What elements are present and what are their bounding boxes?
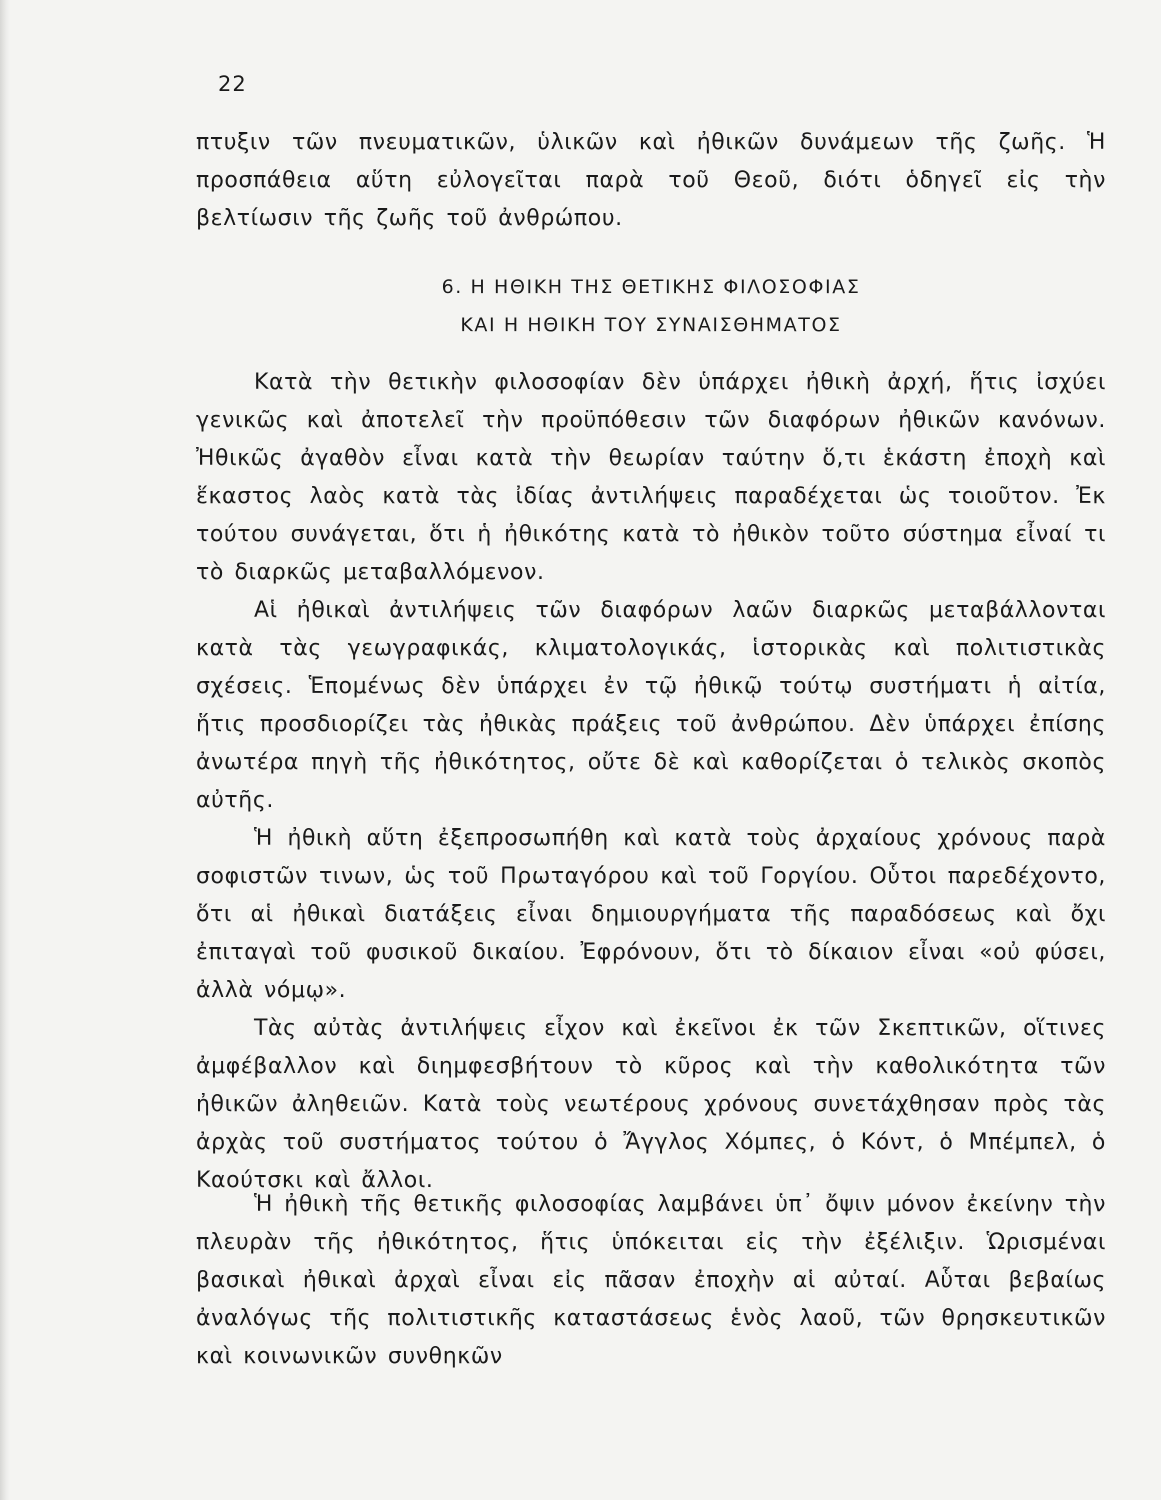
paragraph-sophists: Ἡ ἠθικὴ αὕτη ἐξεπροσωπήθη καὶ κατὰ τοὺς ἀρχαίους χρόνους παρὰ σοφιστῶν τινων, ὡς τοῦ Πρωταγόρου καὶ τοῦ Γοργίου. Οὗτοι παρεδέχοντο, ὅτι αἱ ἠθικαὶ διατάξεις εἶναι δημιουργήματα τῆς παραδόσεως καὶ ὄχι ἐπιταγαὶ τοῦ φυσικοῦ δικαίου. Ἐφρόνουν, ὅτι τὸ δίκαιον εἶναι «οὐ φύσει, ἀλλὰ νόμῳ». [196, 826, 1106, 1003]
page-number: 22 [218, 72, 247, 96]
section-heading-line-2: ΚΑΙ Η ΗΘΙΚΗ ΤΟΥ ΣΥΝΑΙΣΘΗΜΑΤΟΣ [460, 314, 842, 336]
intro-paragraph: πτυξιν τῶν πνευματικῶν, ὑλικῶν καὶ ἠθικῶν δυνάμεων τῆς ζωῆς. Ἡ προσπάθεια αὕτη εὐλογεῖται παρὰ τοῦ Θεοῦ, διότι ὁδηγεῖ εἰς τὴν βελτίωσιν τῆς ζωῆς τοῦ ἀνθρώπου. [196, 130, 1106, 231]
section-heading-line-1: 6. Η ΗΘΙΚΗ ΤΗΣ ΘΕΤΙΚΗΣ ΦΙΛΟΣΟΦΙΑΣ [441, 276, 861, 298]
body-text-block [196, 364, 1106, 1200]
intro-text-block [196, 124, 1106, 238]
final-text-block [196, 1186, 1106, 1376]
final-paragraph: Ἡ ἠθικὴ τῆς θετικῆς φιλοσοφίας λαμβάνει ὑπ᾽ ὄψιν μόνον ἐκείνην τὴν πλευρὰν τῆς ἠθικότητος, ἥτις ὑπόκειται εἰς τὴν ἐξέλιξιν. Ὡρισμέναι βασικαὶ ἠθικαὶ ἀρχαὶ εἶναι εἰς πᾶσαν ἐποχὴν αἱ αὐταί. Αὗται βεβαίως ἀναλόγως τῆς πολιτιστικῆς καταστάσεως ἑνὸς λαοῦ, τῶν θρησκευτικῶν καὶ κοινωνικῶν συνθηκῶν [196, 1192, 1106, 1369]
section-heading [196, 268, 1106, 344]
paragraph-moral-views: Αἱ ἠθικαὶ ἀντιλήψεις τῶν διαφόρων λαῶν διαρκῶς μεταβάλλονται κατὰ τὰς γεωγραφικάς, κλιματολογικάς, ἱστορικὰς καὶ πολιτιστικὰς σχέσεις. Ἑπομένως δὲν ὑπάρχει ἐν τῷ ἠθικῷ τούτῳ συστήματι ἡ αἰτία, ἥτις προσδιορίζει τὰς ἠθικὰς πράξεις τοῦ ἀνθρώπου. Δὲν ὑπάρχει ἐπίσης ἀνωτέρα πηγὴ τῆς ἠθικότητος, οὔτε δὲ καὶ καθορίζεται ὁ τελικὸς σκοπὸς αὐτῆς. [196, 598, 1106, 813]
paragraph-positive-philosophy: Κατὰ τὴν θετικὴν φιλοσοφίαν δὲν ὑπάρχει ἠθικὴ ἀρχή, ἥτις ἰσχύει γενικῶς καὶ ἀποτελεῖ τὴν προϋπόθεσιν τῶν διαφόρων ἠθικῶν κανόνων. Ἠθικῶς ἀγαθὸν εἶναι κατὰ τὴν θεωρίαν ταύτην ὅ,τι ἑκάστη ἐποχὴ καὶ ἕκαστος λαὸς κατὰ τὰς ἰδίας ἀντιλήψεις παραδέχεται ὡς τοιοῦτον. Ἐκ τούτου συνάγεται, ὅτι ἡ ἠθικότης κατὰ τὸ ἠθικὸν τοῦτο σύστημα εἶναί τι τὸ διαρκῶς μεταβαλλόμενον. [196, 370, 1106, 585]
page-edge-shadow [0, 0, 10, 1500]
paragraph-skeptics: Τὰς αὐτὰς ἀντιλήψεις εἶχον καὶ ἐκεῖνοι ἐκ τῶν Σκεπτικῶν, οἵτινες ἀμφέβαλλον καὶ διημφεσβήτουν τὸ κῦρος καὶ τὴν καθολικότητα τῶν ἠθικῶν ἀληθειῶν. Κατὰ τοὺς νεωτέρους χρόνους συνετάχθησαν πρὸς τὰς ἀρχὰς τοῦ συστήματος τούτου ὁ Ἄγγλος Χόμπες, ὁ Κόντ, ὁ Μπέμπελ, ὁ Καούτσκι καὶ ἄλλοι. [196, 1016, 1106, 1193]
